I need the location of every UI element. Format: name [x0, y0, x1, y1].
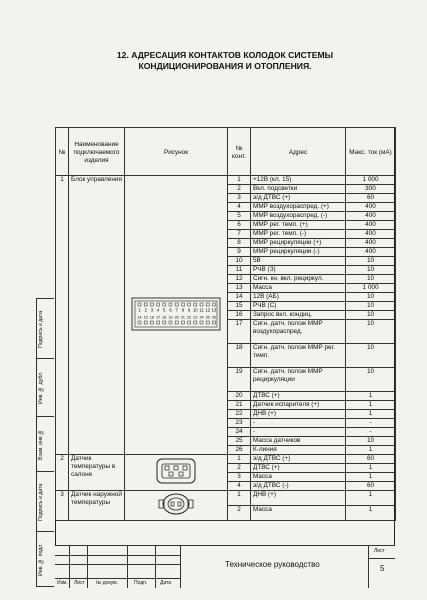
address: +12В (кл. 15)	[251, 176, 346, 185]
pin-label-top: 12	[205, 307, 211, 312]
contact-number: 26	[228, 446, 251, 455]
address: Масса	[251, 284, 346, 293]
max-current: 1	[346, 506, 396, 521]
pin-label-bottom: 26	[211, 315, 216, 319]
pin-label-bottom: 24	[199, 315, 204, 319]
max-current: 1	[346, 491, 396, 506]
address: ДНВ (+)	[251, 410, 346, 419]
max-current: 1 000	[346, 176, 396, 185]
contact-number: 1	[228, 491, 251, 506]
contact-number: 9	[228, 248, 251, 257]
contact-number: 10	[228, 257, 251, 266]
contact-number: 1	[228, 176, 251, 185]
group-number: 2	[56, 455, 69, 491]
side-stamp	[36, 298, 54, 587]
header-picture: Рисунок	[125, 128, 228, 176]
outside-sensor-connector-icon	[156, 491, 196, 517]
address: ММР воздухораспред. (+)	[251, 203, 346, 212]
pin-label-top: 3	[150, 307, 154, 312]
contact-number: 24	[228, 428, 251, 437]
document-title: Техническое руководство	[225, 560, 320, 569]
max-current: 10	[346, 266, 396, 275]
contact-number: 20	[228, 392, 251, 401]
contact-number: 13	[228, 284, 251, 293]
header-num: №	[56, 128, 69, 176]
max-current: 400	[346, 221, 396, 230]
side-label-sign-date-1: Подпись и дата	[38, 310, 44, 348]
max-current: 400	[346, 248, 396, 257]
contact-number: 3	[228, 473, 251, 482]
address: ММР рег. темп. (+)	[251, 221, 346, 230]
address: ММР рег. темп. (-)	[251, 230, 346, 239]
pin-label-top: 8	[181, 307, 185, 312]
device-name: Датчик температуры в салоне	[69, 455, 125, 491]
contact-number: 4	[228, 203, 251, 212]
contact-number: 19	[228, 368, 251, 392]
table-row	[56, 491, 396, 506]
contact-number: 17	[228, 320, 251, 344]
sheet-label: Лист	[374, 548, 385, 554]
max-current: 60	[346, 194, 396, 203]
max-current: 10	[346, 320, 396, 344]
address: Масса датчиков	[251, 437, 346, 446]
device-name: Датчик наружной температуры	[69, 491, 125, 521]
page-title	[60, 50, 390, 72]
table-row	[56, 455, 396, 464]
contact-number: 14	[228, 293, 251, 302]
contact-number: 16	[228, 311, 251, 320]
group-number: 1	[56, 176, 69, 455]
max-current: -	[346, 428, 396, 437]
address: ММР воздухораспред. (-)	[251, 212, 346, 221]
address: Запрос вкл. кондиц.	[251, 311, 346, 320]
max-current: 10	[346, 293, 396, 302]
address: э/д ДТВС (+)	[251, 455, 346, 464]
pin-label-top: 5	[163, 307, 166, 312]
address: э/д ДТВС (-)	[251, 482, 346, 491]
side-label-dupl: Инв. № дубл.	[38, 371, 44, 405]
max-current: 1	[346, 446, 396, 455]
pin-label-bottom: 14	[137, 315, 142, 319]
address: ММР рециркуляции (-)	[251, 248, 346, 257]
max-current: 300	[346, 185, 396, 194]
address: Сигн. датч. полож ММР воздухораспред.	[251, 320, 346, 344]
header-current: Макс. ток (мА)	[346, 128, 396, 176]
max-current: 10	[346, 302, 396, 311]
connector-drawing	[125, 455, 228, 491]
side-label-original: Инв. № подл.	[38, 543, 44, 577]
contact-number: 1	[228, 455, 251, 464]
max-current: 10	[346, 437, 396, 446]
pin-label-top: 4	[156, 307, 160, 312]
stamp-col-sheet: Лист	[74, 580, 85, 586]
max-current: 1	[346, 464, 396, 473]
contact-number: 2	[228, 506, 251, 521]
max-current: 10	[346, 257, 396, 266]
pin-label-top: 1	[138, 307, 141, 312]
max-current: 60	[346, 482, 396, 491]
contact-number: 8	[228, 239, 251, 248]
address: Сигн. датч. полож ММР рег. темп.	[251, 344, 346, 368]
device-name: Блок управления	[69, 176, 125, 455]
max-current: -	[346, 419, 396, 428]
address: ММР рециркуляции (+)	[251, 239, 346, 248]
contact-number: 15	[228, 302, 251, 311]
address: -	[251, 428, 346, 437]
pin-label-top: 6	[169, 307, 172, 312]
contact-number: 23	[228, 419, 251, 428]
address: Датчик испарителя (+)	[251, 401, 346, 410]
address: Сигн. кн. вкл. рециркул.	[251, 275, 346, 284]
address: ДТВС (+)	[251, 392, 346, 401]
max-current: 10	[346, 275, 396, 284]
address: 12В (АБ)	[251, 293, 346, 302]
pin-label-top: 13	[211, 307, 217, 312]
max-current: 400	[346, 203, 396, 212]
address: Масса	[251, 473, 346, 482]
max-current: 10	[346, 368, 396, 392]
contact-number: 22	[228, 410, 251, 419]
max-current: 1	[346, 392, 396, 401]
pin-label-bottom: 15	[143, 315, 148, 319]
title-line-1: 12. АДРЕСАЦИЯ КОНТАКТОВ КОЛОДОК СИСТЕМЫ	[116, 50, 334, 60]
pin-label-top: 10	[192, 307, 198, 312]
title-line-2: КОНДИЦИОНИРОВАНИЯ И ОТОПЛЕНИЯ.	[138, 61, 312, 71]
table-body	[56, 176, 396, 521]
stamp-col-sign: Подп.	[134, 580, 148, 586]
header-name: Наименование подключаемого изделия	[69, 128, 125, 176]
pin-label-bottom: 19	[168, 315, 173, 319]
address: 5В	[251, 257, 346, 266]
header-address: Адрес	[251, 128, 346, 176]
contact-number: 18	[228, 344, 251, 368]
header-contact: № конт.	[228, 128, 251, 176]
address: РЧВ (З)	[251, 266, 346, 275]
contact-number: 21	[228, 401, 251, 410]
pin-label-top: 2	[144, 307, 147, 312]
max-current: 400	[346, 239, 396, 248]
pin-label-top: 7	[175, 307, 178, 312]
max-current: 10	[346, 344, 396, 368]
control-unit-connector-icon	[130, 294, 222, 334]
group-number: 3	[56, 491, 69, 521]
side-label-replace: Взам. инв №	[38, 428, 44, 461]
contact-number: 6	[228, 221, 251, 230]
contact-number: 2	[228, 464, 251, 473]
pin-label-top: 9	[187, 307, 191, 312]
address: э/д ДТВС (+)	[251, 194, 346, 203]
address: Сигн. датч. полож ММР рециркуляции	[251, 368, 346, 392]
max-current: 400	[346, 212, 396, 221]
address: Вкл. подсветки	[251, 185, 346, 194]
table-row	[56, 176, 396, 185]
address: К-линия	[251, 446, 346, 455]
pin-label-top: 11	[199, 307, 204, 312]
pin-label-bottom: 18	[162, 315, 167, 319]
pin-label-bottom: 17	[156, 315, 161, 319]
max-current: 1	[346, 473, 396, 482]
stamp-col-doc: № докум.	[96, 580, 118, 586]
contact-number: 2	[228, 185, 251, 194]
address: ДТВС (+)	[251, 464, 346, 473]
contact-number: 12	[228, 275, 251, 284]
contacts-table	[55, 127, 396, 521]
cabin-sensor-connector-icon	[154, 456, 198, 486]
pin-label-bottom: 23	[193, 315, 198, 319]
pin-label-bottom: 16	[149, 315, 154, 319]
contact-number: 5	[228, 212, 251, 221]
max-current: 1	[346, 410, 396, 419]
max-current: 1	[346, 401, 396, 410]
max-current: 400	[346, 230, 396, 239]
pin-label-bottom: 22	[187, 315, 192, 319]
connector-drawing	[125, 176, 228, 455]
stamp-col-change: Изм.	[57, 580, 68, 586]
max-current: 10	[346, 311, 396, 320]
max-current: 60	[346, 455, 396, 464]
contact-number: 3	[228, 194, 251, 203]
contact-number: 25	[228, 437, 251, 446]
connector-drawing	[125, 491, 228, 521]
address: РЧВ (С)	[251, 302, 346, 311]
side-label-sign-date-2: Подпись и дата	[38, 483, 44, 521]
address: Масса	[251, 506, 346, 521]
title-block	[55, 545, 395, 588]
contact-number: 11	[228, 266, 251, 275]
pin-label-bottom: 25	[205, 315, 210, 319]
address: -	[251, 419, 346, 428]
stamp-col-date: Дата	[160, 580, 172, 586]
pin-label-bottom: 21	[180, 315, 185, 319]
pin-label-bottom: 20	[174, 315, 179, 319]
address: ДНВ (+)	[251, 491, 346, 506]
max-current: 1 000	[346, 284, 396, 293]
sheet-number: 5	[380, 564, 385, 573]
contact-number: 7	[228, 230, 251, 239]
contact-number: 4	[228, 482, 251, 491]
